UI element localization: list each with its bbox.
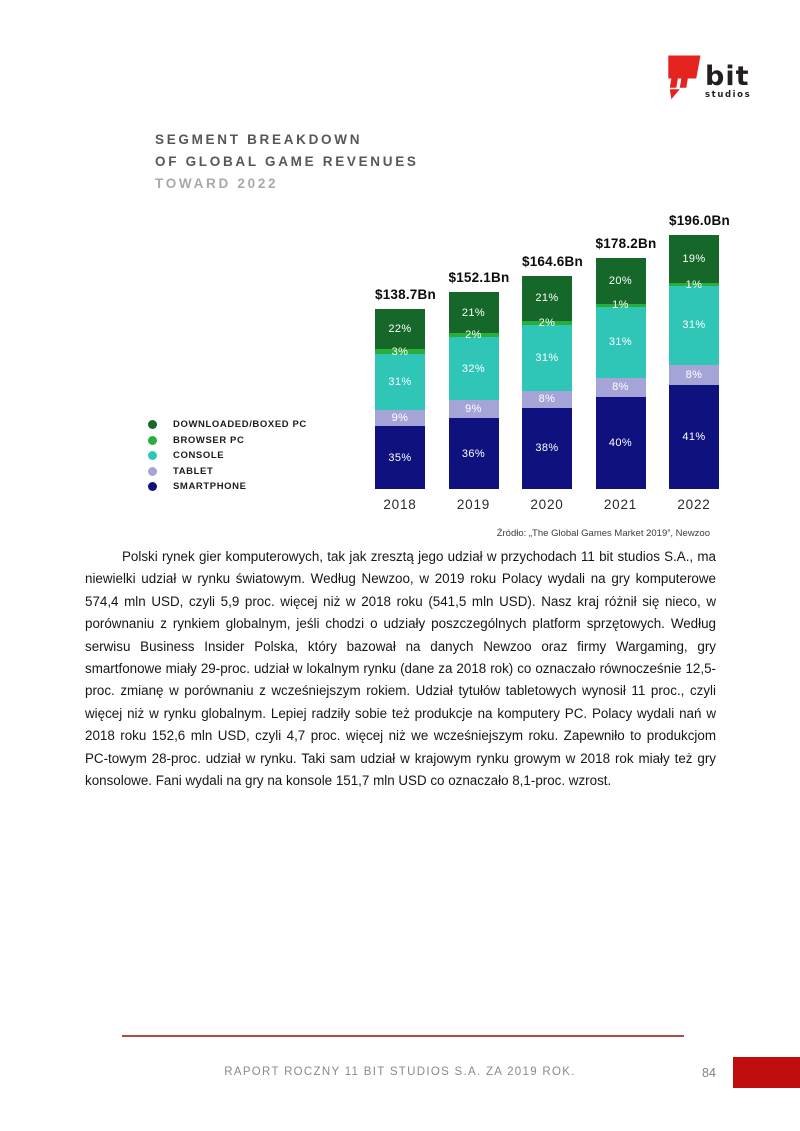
legend-color-dot	[148, 467, 157, 476]
bar-segment-browser-pc	[522, 316, 572, 329]
bar-total-label: $178.2Bn	[595, 236, 657, 252]
legend-label: SMARTPHONE	[173, 481, 247, 493]
bar-segment-downloaded-boxed-pc	[596, 258, 646, 304]
bar-segment-browser-pc	[449, 329, 499, 342]
bar-segment-value: 31%	[608, 336, 633, 349]
bar-segment-value: 19%	[682, 253, 706, 266]
bar-segment-value: 41%	[682, 430, 706, 443]
chart-source-note: Źródło: „The Global Games Market 2019”, Newzoo	[496, 528, 710, 539]
bar-segment-smartphone	[375, 426, 425, 489]
legend-item-tablet	[148, 464, 307, 480]
legend-item-downloaded-boxed-pc	[148, 417, 307, 433]
legend-item-console	[148, 448, 307, 464]
chart-title-line2: OF GLOBAL GAME REVENUES	[155, 154, 419, 169]
bar-segment-value: 32%	[461, 362, 486, 375]
page-number: 84	[702, 1066, 716, 1080]
company-logo	[656, 52, 751, 102]
bar-segment-smartphone	[669, 385, 719, 489]
chart-legend	[148, 417, 307, 495]
bar-segment-browser-pc	[669, 278, 719, 291]
bar-segment-value: 40%	[608, 436, 633, 449]
bar-column-2021	[595, 236, 657, 489]
legend-color-dot	[148, 482, 157, 491]
x-axis-label-2018: 2018	[383, 497, 417, 512]
bar-segment-value: 21%	[461, 306, 486, 319]
bar-column-2022	[669, 213, 730, 489]
logo-studios-label: studios	[705, 90, 752, 100]
bar-segment-console	[669, 286, 719, 365]
bar-stack	[449, 292, 499, 489]
bar-segment-value: 31%	[682, 319, 706, 332]
bar-column-2019	[448, 269, 510, 489]
chart-title-line1: SEGMENT BREAKDOWN	[155, 132, 363, 147]
bar-stack	[522, 276, 572, 489]
bar-segment-downloaded-boxed-pc	[669, 235, 719, 283]
bar-segment-downloaded-boxed-pc	[375, 309, 425, 349]
chart-title	[155, 129, 419, 195]
x-axis-label-2020: 2020	[530, 497, 564, 512]
legend-color-dot	[148, 436, 157, 445]
x-axis-label-2021: 2021	[603, 497, 638, 512]
chart-x-axis-labels	[375, 497, 719, 512]
bar-segment-value: 21%	[535, 292, 559, 305]
bar-segment-browser-pc	[596, 299, 646, 312]
legend-label: TABLET	[173, 465, 214, 477]
bar-segment-tablet	[522, 391, 572, 408]
bar-segment-value: 35%	[388, 451, 412, 464]
bar-segment-tablet	[449, 400, 499, 418]
bar-segment-value: 8%	[685, 368, 703, 381]
bar-segment-value: 9%	[465, 403, 482, 416]
footer-report-title: RAPORT ROCZNY 11 BIT STUDIOS S.A. ZA 2019 ROK.	[224, 1066, 576, 1078]
bar-column-2020	[522, 253, 583, 489]
bar-segment-tablet	[596, 378, 646, 396]
bar-segment-value: 8%	[538, 393, 556, 406]
legend-label: CONSOLE	[173, 450, 225, 462]
bar-total-label: $164.6Bn	[522, 253, 583, 269]
x-axis-label-2019: 2019	[456, 497, 491, 512]
legend-color-dot	[148, 451, 157, 460]
bar-segment-downloaded-boxed-pc	[449, 292, 499, 333]
footer-divider	[122, 1035, 684, 1037]
bar-segment-value: 3%	[391, 345, 409, 358]
logo-11-icon	[656, 52, 702, 102]
bar-segment-console	[375, 354, 425, 410]
legend-label: BROWSER PC	[173, 434, 245, 446]
bar-segment-value: 2%	[465, 329, 482, 342]
bar-segment-console	[449, 337, 499, 400]
legend-item-browser-pc	[148, 433, 307, 449]
chart-bars	[375, 209, 730, 489]
logo-bit-label: bit	[705, 61, 750, 92]
bar-segment-tablet	[375, 410, 425, 426]
bar-segment-value: 22%	[388, 323, 412, 336]
bar-segment-downloaded-boxed-pc	[522, 276, 572, 321]
bar-stack	[375, 309, 425, 489]
bar-segment-value: 1%	[612, 299, 629, 312]
page-number-red-box	[733, 1057, 800, 1088]
legend-color-dot	[148, 420, 157, 429]
bar-segment-console	[596, 307, 646, 379]
bar-segment-value: 36%	[461, 447, 486, 460]
bar-total-label: $138.7Bn	[375, 287, 436, 303]
bar-segment-value: 9%	[391, 412, 409, 424]
legend-label: DOWNLOADED/BOXED PC	[173, 419, 307, 431]
bar-segment-value: 38%	[535, 442, 559, 455]
x-axis-label-2022: 2022	[677, 497, 711, 512]
bar-segment-value: 20%	[608, 275, 633, 288]
bar-stack	[669, 235, 719, 489]
body-paragraph: Polski rynek gier komputerowych, tak jak zresztą jego udział w przychodach 11 bit studios S.A., ma niewielki udział w rynku światowym. Według Newzoo, w 2019 roku Polacy wydali na gry komputerowe 574,4 mln USD, czyli 5,9 proc. więcej niż w 2018 roku (541,5 mln USD). Nasz kraj różnił się nieco, w porównaniu z rynkiem globalnym, jeśli chodzi o udziały poszczególnych platform sprzętowych. Według serwisu Business Insider Polska, który bazował na danych Newzoo oraz firmy Wargaming, gry smartfonowe miały 29-proc. udział w lokalnym rynku (dane za 2018 rok) co oznaczało równocześnie 12,5-proc. zmianę w porównaniu z wcześniejszym rokiem. Udział tytułów tabletowych wynosił 11 proc., czyli więcej niż w rynku globalnym. Lepiej radziły sobie też produkcje na komputery PC. Polacy wydali nań w 2018 roku 152,6 mln USD, czyli 4,7 proc. więcej niż we wcześniejszym roku. Zapewniło to produkcjom PC-towym 28-proc. udział w rynku. Taki sam udział w krajowym rynku growym w 2018 rok miały też gry konsolowe. Fani wydali na gry na konsole 151,7 mln USD co oznaczało 8,1-proc. wzrost.	[85, 549, 716, 789]
bar-segment-console	[522, 325, 572, 391]
bar-segment-smartphone	[522, 408, 572, 489]
stacked-bar-chart	[375, 209, 730, 512]
chart-title-line3: TOWARD 2022	[155, 176, 279, 191]
bar-segment-smartphone	[449, 418, 499, 489]
bar-segment-value: 31%	[388, 376, 412, 389]
bar-segment-value: 31%	[535, 351, 559, 364]
bar-total-label: $196.0Bn	[669, 213, 730, 229]
bar-column-2018	[375, 287, 436, 489]
legend-item-smartphone	[148, 479, 307, 495]
bar-segment-tablet	[669, 365, 719, 385]
bar-segment-value: 1%	[685, 278, 703, 291]
bar-stack	[596, 258, 646, 489]
bar-total-label: $152.1Bn	[448, 269, 510, 285]
bar-segment-browser-pc	[375, 345, 425, 358]
bar-segment-value: 2%	[538, 316, 556, 329]
bar-segment-value: 8%	[612, 381, 629, 394]
bar-segment-smartphone	[596, 397, 646, 489]
logo-text	[705, 52, 751, 100]
